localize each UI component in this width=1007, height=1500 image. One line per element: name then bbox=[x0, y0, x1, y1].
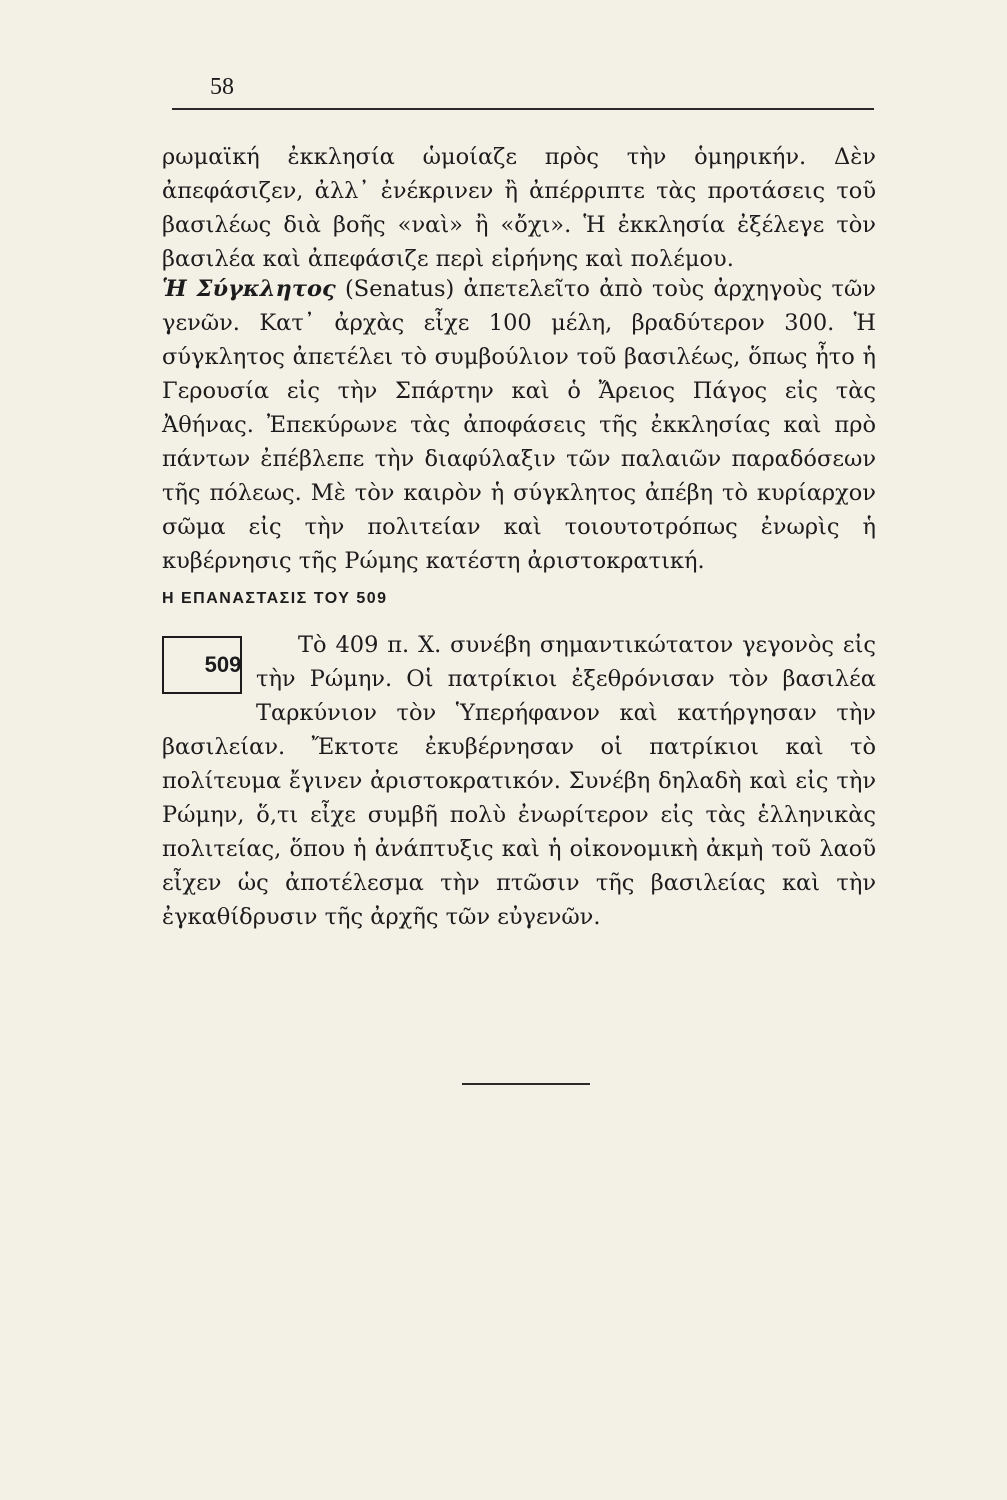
section-heading: Η ΕΠΑΝΑΣΤΑΣΙΣ ΤΟΥ 509 bbox=[162, 590, 388, 607]
paragraph-assembly: ρωμαϊκή ἐκκλησία ὡμοίαζε πρὸς τὴν ὁμηρικήν. Δὲν ἀπεφάσιζεν, ἀλλ᾽ ἐνέκρινεν ἢ ἀπέρριπτε τὰς προτάσεις τοῦ βασιλέως διὰ βοῆς «ναὶ» ἢ «ὄχι». Ἡ ἐκκλησία ἐξέλεγε τὸν βασιλέα καὶ ἀπεφάσιζε περὶ εἰρήνης καὶ πολέμου. bbox=[162, 144, 876, 272]
year-box: 509 bbox=[162, 636, 242, 694]
paragraph-revolution bbox=[162, 628, 876, 934]
senate-term: Ἡ Σύγκλητος bbox=[162, 276, 336, 302]
paragraph-senate bbox=[162, 272, 876, 578]
senate-text: (Senatus) ἀπετελεῖτο ἀπὸ τοὺς ἀρχηγοὺς τῶν γενῶν. Κατ᾽ ἀρχὰς εἶχε 100 μέλη, βραδύτερον 300. Ἡ σύγκλητος ἀπετέλει τὸ συμβούλιον τοῦ βασιλέως, ὅπως ἦτο ἡ Γερουσία εἰς τὴν Σπάρτην καὶ ὁ Ἄρειος Πάγος εἰς τὰς Ἀθήνας. Ἐπεκύρωνε τὰς ἀποφάσεις τῆς ἐκκλησίας καὶ πρὸ πάντων ἐπέβλεπε τὴν διαφύλαξιν τῶν παλαιῶν παραδόσεων τῆς πόλεως. Μὲ τὸν καιρὸν ἡ σύγκλητος ἀπέβη τὸ κυρίαρχον σῶμα εἰς τὴν πολιτείαν καὶ τοιουτοτρόπως ἐνωρὶς ἡ κυβέρνησις τῆς Ρώμης κατέστη ἀριστοκρατική. bbox=[162, 276, 876, 574]
page-number: 58 bbox=[210, 74, 234, 100]
header-rule bbox=[172, 108, 874, 110]
bottom-rule bbox=[462, 1083, 590, 1085]
revolution-text: Τὸ 409 π. Χ. συνέβη σημαντικώτατον γεγονὸς εἰς τὴν Ρώμην. Οἱ πατρίκιοι ἐξεθρόνισαν τὸν βασιλέα Ταρκύνιον τὸν Ὑπερήφανον καὶ κατήργησαν τὴν βασιλείαν. Ἔκτοτε ἐκυβέρνησαν οἱ πατρίκιοι καὶ τὸ πολίτευμα ἔγινεν ἀριστοκρατικόν. Συνέβη δηλαδὴ καὶ εἰς τὴν Ρώμην, ὅ,τι εἶχε συμβῆ πολὺ ἐνωρίτερον εἰς τὰς ἑλληνικὰς πολιτείας, ὅπου ἡ ἀνάπτυξις καὶ ἡ οἰκονομικὴ ἀκμὴ τοῦ λαοῦ εἶχεν ὡς ἀποτέλεσμα τὴν πτῶσιν τῆς βασιλείας καὶ τὴν ἐγκαθίδρυσιν τῆς ἀρχῆς τῶν εὐγενῶν. bbox=[162, 632, 876, 930]
